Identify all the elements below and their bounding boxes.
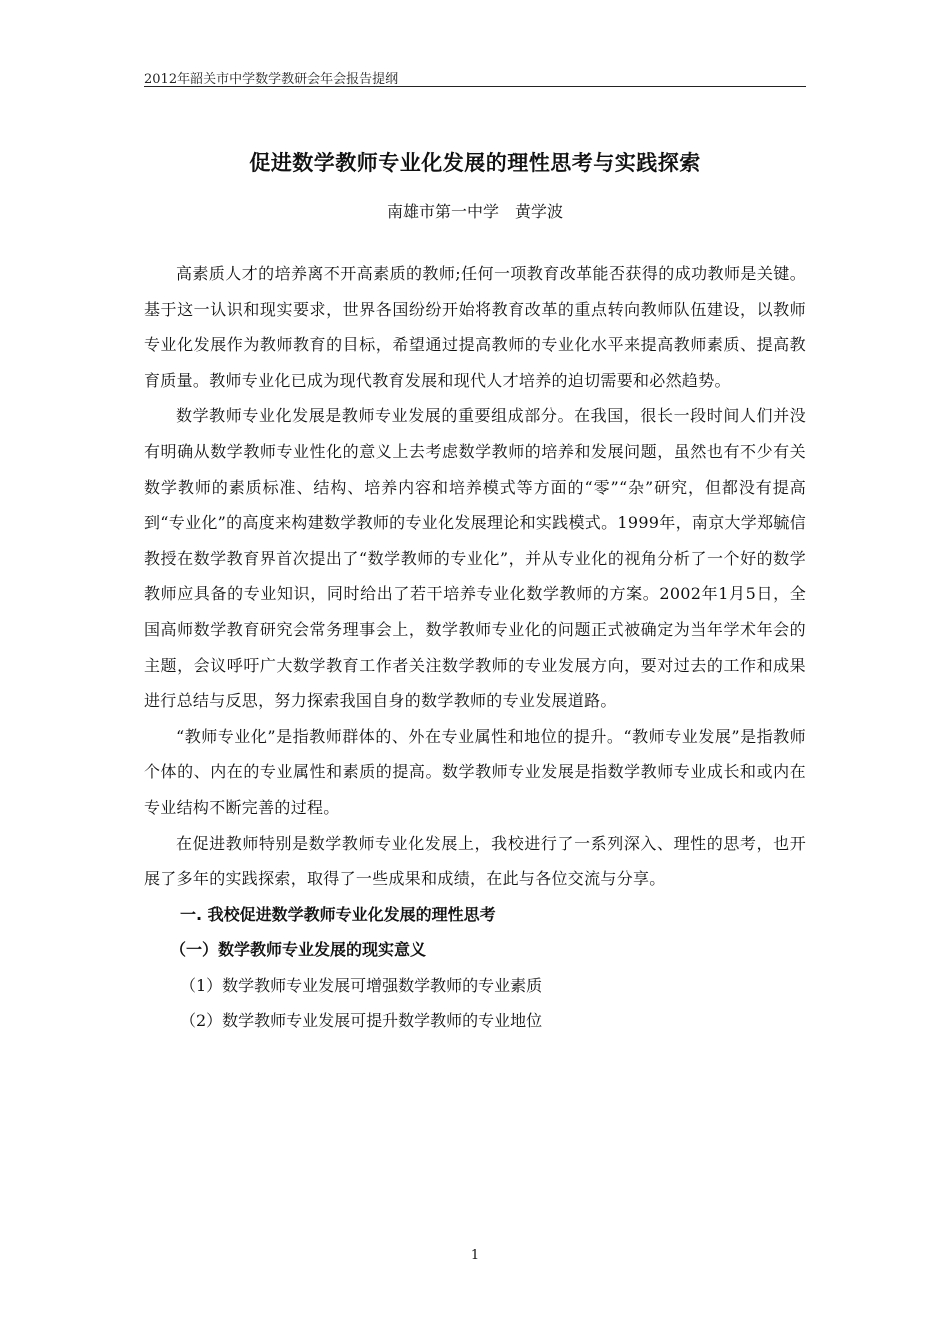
paragraph-history: 数学教师专业化发展是教师专业发展的重要组成部分。在我国，很长一段时间人们并没有明确从数学教师专业性化的意义上去考虑数学教师的培养和发展问题，虽然也有不少有关数学教师的素质标准、结构、培养内容和培养模式等方面的“零”“杂”研究，但都没有提高到“专业化”的高度来构建数学教师的专业化发展理论和实践模式。1999年，南京大学郑毓信教授在数学教育界首次提出了“数学教师的专业化”，并从专业化的视角分析了一个好的数学教师应具备的专业知识，同时给出了若干培养专业化数学教师的方案。2002年1月5日，全国高师数学教育研究会常务理事会上，数学教师专业化的问题正式被确定为当年学术年会的主题，会议呼吁广大数学教育工作者关注数学教师的专业发展方向，要对过去的工作和成果进行总结与反思，努力探索我国自身的数学教师的专业发展道路。 — [144, 406, 806, 711]
document-title: 促进数学教师专业化发展的理性思考与实践探索 — [249, 151, 701, 175]
header-rule — [144, 86, 806, 87]
list-item: （2）数学教师专业发展可提升数学教师的专业地位 — [180, 1011, 543, 1031]
page-number: 1 — [470, 1248, 480, 1263]
subsection-heading-1: （一）数学教师专业发展的现实意义 — [170, 940, 427, 960]
paragraph-intro: 高素质人才的培养离不开高素质的教师;任何一项教育改革能否获得的成功教师是关键。基于这一认识和现实要求，世界各国纷纷开始将教育改革的重点转向教师队伍建设，以教师专业化发展作为教师教育的目标，希望通过提高教师的专业化水平来提高教师素质、提高教育质量。教师专业化已成为现代教育发展和现代人才培养的迫切需要和必然趋势。 — [144, 264, 806, 390]
author-line: 南雄市第一中学 黄学波 — [386, 202, 563, 221]
paragraph-definition: “教师专业化”是指教师群体的、外在专业属性和地位的提升。“教师专业发展”是指教师个体的、内在的专业属性和素质的提高。数学教师专业发展是指数学教师专业成长和或内在专业结构不断完善的过程。 — [144, 726, 806, 817]
running-header: 2012年韶关市中学数学教研会年会报告提纲 — [144, 72, 399, 87]
document-body — [144, 256, 806, 1039]
list-item: （1）数学教师专业发展可增强数学教师的专业素质 — [180, 975, 543, 995]
section-heading-1: 一. 我校促进数学教师专业化发展的理性思考 — [180, 904, 496, 924]
paragraph-school-practice: 在促进教师特别是数学教师专业化发展上，我校进行了一系列深入、理性的思考，也开展了多年的实践探索，取得了一些成果和成绩，在此与各位交流与分享。 — [144, 833, 806, 889]
